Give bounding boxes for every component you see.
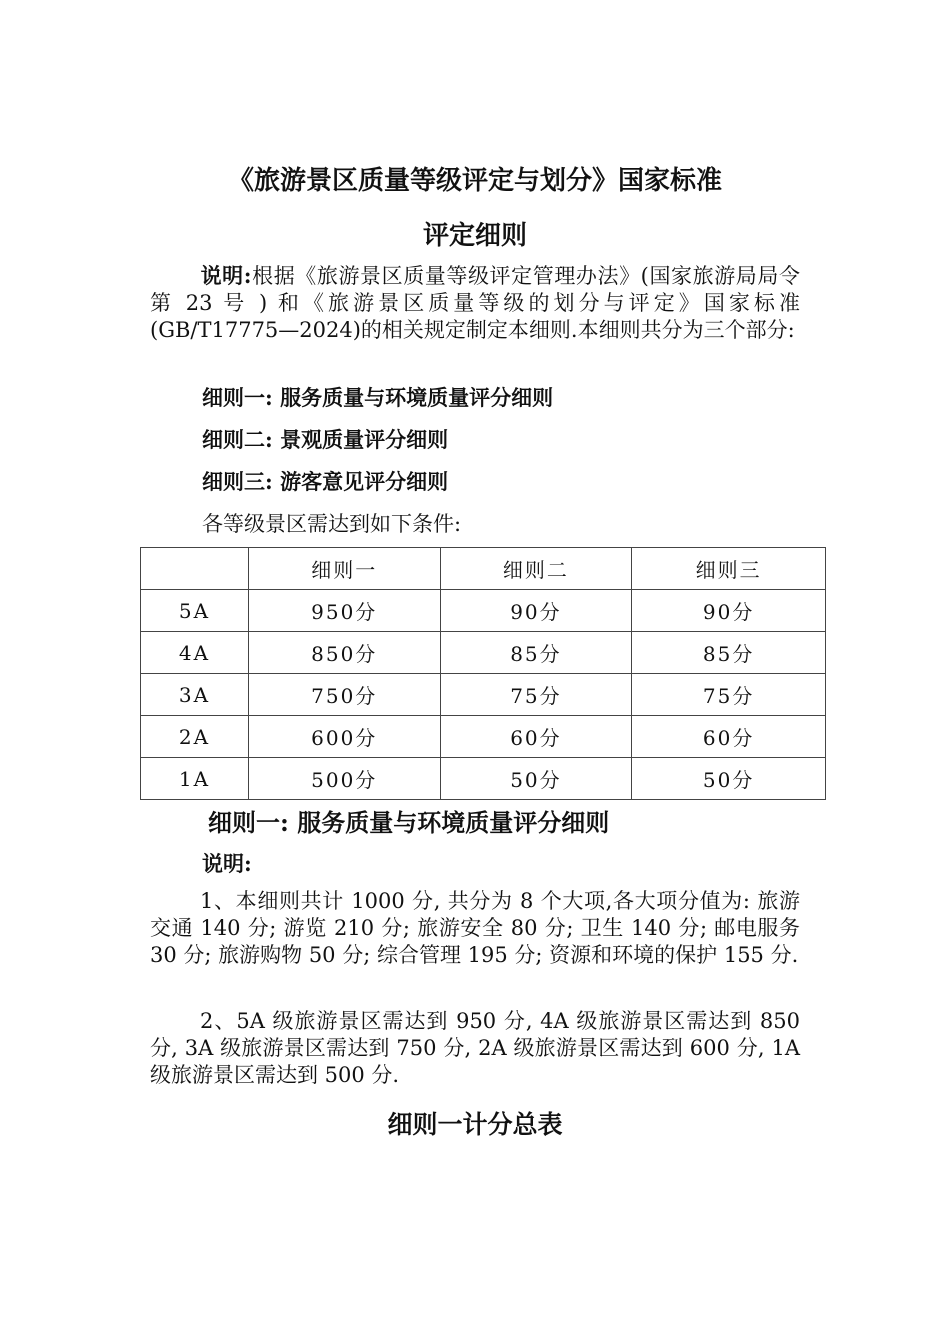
score-cell: 50分: [632, 758, 826, 800]
score-cell: 85分: [440, 632, 632, 674]
header-cell: 细则二: [440, 548, 632, 590]
table-header-row: [141, 548, 826, 590]
score-table-title: 细则一计分总表: [387, 1110, 563, 1139]
score-cell: 750分: [248, 674, 440, 716]
score-cell: 85分: [632, 632, 826, 674]
grade-table: [140, 547, 826, 800]
conditions-text: 各等级景区需达到如下条件:: [202, 512, 462, 536]
table-row: [141, 758, 826, 800]
grade-cell: 2A: [141, 716, 249, 758]
table-row: [141, 590, 826, 632]
score-cell: 950分: [248, 590, 440, 632]
score-cell: 60分: [440, 716, 632, 758]
intro-text: 根据《旅游景区质量等级评定管理办法》(国家旅游局局令第 23 号 ) 和《旅游景区质量等级的划分与评定》国家标准(GB/T17775—2024)的相关规定制定本细则.本细则共分为三个部分:: [150, 264, 800, 342]
part-three-label: 细则三:: [202, 469, 273, 494]
header-cell: 细则一: [248, 548, 440, 590]
score-cell: 90分: [632, 590, 826, 632]
grade-cell: 3A: [141, 674, 249, 716]
note-1-text: 1、本细则共计 1000 分, 共分为 8 个大项,各大项分值为: 旅游交通 140 分; 游览 210 分; 旅游安全 80 分; 卫生 140 分; 邮电服务 30 分; 旅游购物 50 分; 综合管理 195 分; 资源和环境的保护 155 分.: [150, 889, 800, 967]
note-2-text: 2、5A 级旅游景区需达到 950 分, 4A 级旅游景区需达到 850 分, 3A 级旅游景区需达到 750 分, 2A 级旅游景区需达到 600 分, 1A 级旅游景区需达到 500 分.: [150, 1009, 800, 1087]
page-subtitle: 评定细则: [422, 221, 527, 251]
score-cell: 500分: [248, 758, 440, 800]
part-three-text: 游客意见评分细则: [280, 469, 449, 494]
grade-cell: 1A: [141, 758, 249, 800]
header-cell: 细则三: [632, 548, 826, 590]
table-row: [141, 716, 826, 758]
part-one: [202, 382, 553, 412]
score-cell: 90分: [440, 590, 632, 632]
intro-label: 说明:: [200, 263, 252, 288]
table-row: [141, 632, 826, 674]
score-cell: 75分: [632, 674, 826, 716]
section1-note-2: [150, 1008, 800, 1089]
score-cell: 60分: [632, 716, 826, 758]
score-cell: 50分: [440, 758, 632, 800]
table-row: [141, 674, 826, 716]
part-one-text: 服务质量与环境质量评分细则: [280, 385, 554, 410]
part-three: [202, 466, 448, 496]
part-one-label: 细则一:: [202, 385, 273, 410]
section1-note-1: [150, 888, 800, 969]
score-cell: 75分: [440, 674, 632, 716]
part-two-text: 景观质量评分细则: [280, 427, 449, 452]
grade-cell: 4A: [141, 632, 249, 674]
score-cell: 600分: [248, 716, 440, 758]
section1-heading: 细则一: 服务质量与环境质量评分细则: [208, 808, 610, 837]
score-cell: 850分: [248, 632, 440, 674]
page-title: 《旅游景区质量等级评定与划分》国家标准: [227, 166, 722, 196]
part-two: [202, 424, 448, 454]
header-cell: [141, 548, 249, 590]
intro-paragraph: [150, 262, 800, 344]
section1-note-label: 说明:: [202, 851, 252, 876]
grade-cell: 5A: [141, 590, 249, 632]
part-two-label: 细则二:: [202, 427, 273, 452]
